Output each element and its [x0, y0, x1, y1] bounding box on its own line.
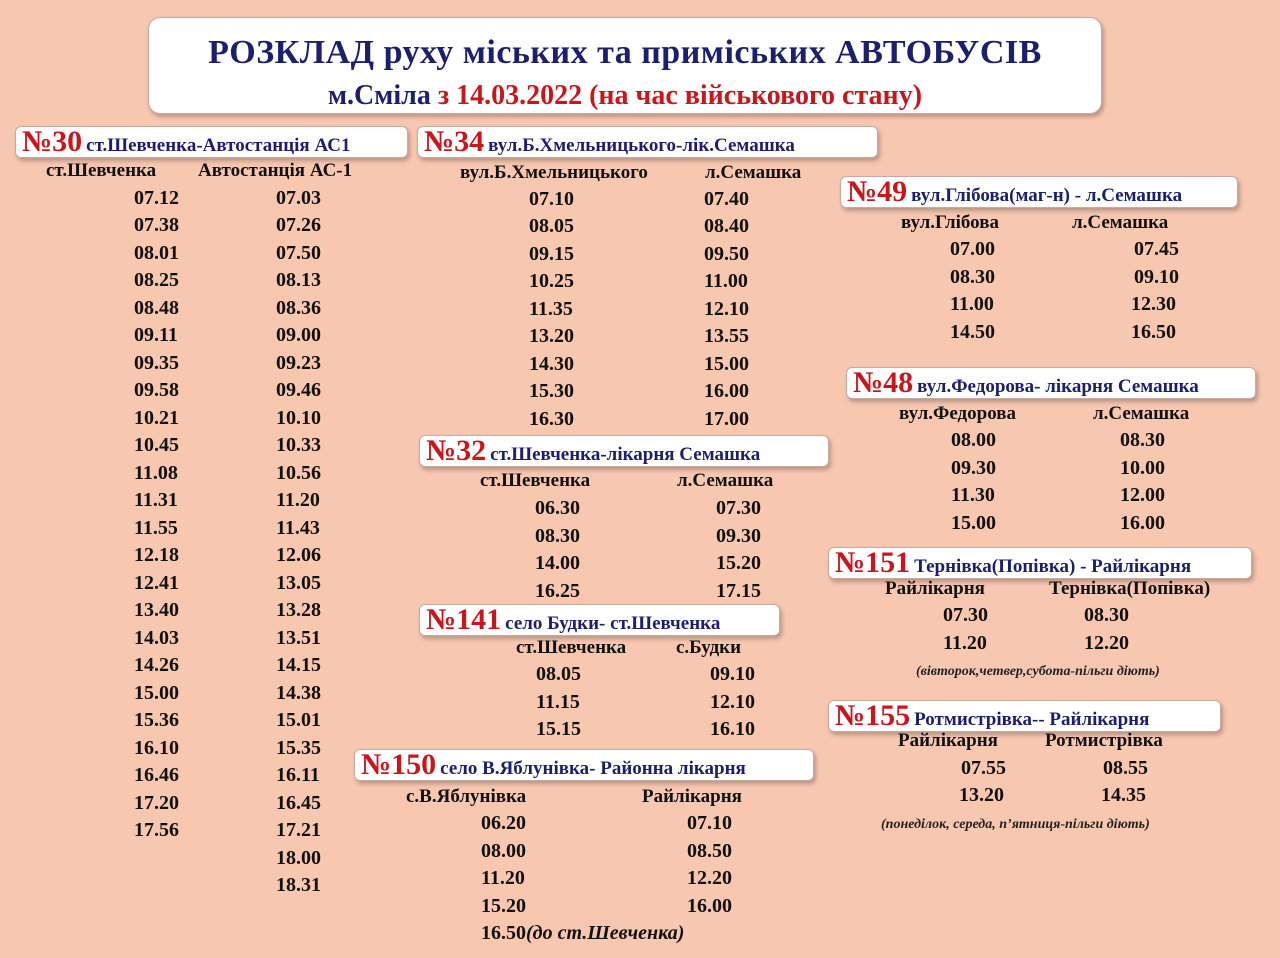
route-32-title — [419, 435, 829, 467]
departure-time: 11.30 — [951, 484, 995, 506]
route-name: вул.Глібова(маг-н) - л.Семашка — [911, 185, 1183, 206]
route-32-col2-label: л.Семашка — [677, 470, 774, 491]
route-34-title — [417, 126, 878, 158]
route-30-title — [15, 126, 408, 158]
date-label: з 14.03.2022 (на час військового стану) — [437, 80, 923, 111]
departure-time: 15.20 — [481, 895, 526, 917]
departure-time: 13.28 — [276, 599, 321, 621]
route-number: №141 — [426, 604, 502, 636]
route-141-col2-label: с.Будки — [676, 637, 742, 658]
departure-time: 15.35 — [276, 737, 321, 759]
route-48-col1-label: вул.Федорова — [899, 403, 1017, 424]
departure-time: 14.35 — [1101, 784, 1146, 806]
departure-time: 12.41 — [134, 572, 179, 594]
departure-time: 14.03 — [134, 627, 179, 649]
departure-time: 16.11 — [276, 764, 320, 786]
departure-time: 08.00 — [481, 840, 526, 862]
departure-time: 16.50 — [1131, 321, 1176, 343]
departure-time: 08.40 — [704, 215, 749, 237]
departure-time: 15.36 — [134, 709, 179, 731]
route-150-col2-label: Райлікарня — [642, 786, 742, 807]
departure-time: 08.13 — [276, 269, 321, 291]
departure-time: 17.15 — [716, 580, 761, 602]
page-subtitle — [149, 80, 1101, 112]
departure-time: 07.03 — [276, 187, 321, 209]
departure-time: 08.55 — [1103, 757, 1148, 779]
departure-time: 09.00 — [276, 324, 321, 346]
departure-time: 10.33 — [276, 434, 321, 456]
route-name: вул.Федорова- лікарня Семашка — [917, 376, 1199, 397]
departure-time: 10.45 — [134, 434, 179, 456]
departure-time: 11.00 — [704, 270, 748, 292]
departure-time: 07.30 — [716, 497, 761, 519]
route-151-col2-label: Тернівка(Попівка) — [1049, 578, 1211, 599]
route-34-col1-label: вул.Б.Хмельницького — [460, 162, 648, 183]
departure-time: 09.58 — [134, 379, 179, 401]
departure-time: 16.10 — [710, 718, 755, 740]
route-151-title — [828, 547, 1252, 579]
departure-time: 08.01 — [134, 242, 179, 264]
route-155-title — [828, 700, 1221, 732]
departure-time: 07.40 — [704, 188, 749, 210]
departure-time: 16.00 — [1120, 512, 1165, 534]
departure-time: 15.01 — [276, 709, 321, 731]
departure-time: 17.21 — [276, 819, 321, 841]
departure-time: 12.20 — [687, 867, 732, 889]
departure-time: 11.20 — [481, 867, 525, 889]
route-49-col2-label: л.Семашка — [1072, 212, 1169, 233]
departure-time: 08.48 — [134, 297, 179, 319]
departure-time: 09.46 — [276, 379, 321, 401]
departure-time: 07.26 — [276, 214, 321, 236]
departure-time: 07.10 — [529, 188, 574, 210]
departure-time: 15.15 — [536, 718, 581, 740]
route-48-title — [846, 367, 1256, 399]
route-49-title — [840, 176, 1238, 208]
departure-time: 12.30 — [1131, 293, 1176, 315]
departure-time: 13.55 — [704, 325, 749, 347]
page-title: РОЗКЛАД руху міських та приміських АВТОБУСІВ — [208, 34, 1042, 71]
route-155-note: (понеділок, середа, п’ятниця-пільги діють) — [881, 817, 1150, 832]
route-name: ст.Шевченка-Автостанція АС1 — [86, 135, 351, 156]
departure-time: 08.30 — [950, 266, 995, 288]
departure-time: 07.50 — [276, 242, 321, 264]
departure-time: 15.00 — [134, 682, 179, 704]
route-151-col1-label: Райлікарня — [885, 578, 985, 599]
departure-time: 16.50 — [481, 922, 526, 944]
departure-time: 11.00 — [950, 293, 994, 315]
departure-time: 12.18 — [134, 544, 179, 566]
route-151-note: (вівторок,четвер,субота-пільги діють) — [916, 664, 1160, 679]
route-number: №150 — [361, 749, 437, 781]
departure-time: 07.45 — [1134, 238, 1179, 260]
city-label: м.Сміла — [327, 80, 431, 111]
departure-time: 10.10 — [276, 407, 321, 429]
departure-time: 14.30 — [529, 353, 574, 375]
departure-time: 11.20 — [276, 489, 320, 511]
route-number: №30 — [22, 126, 83, 158]
departure-time: 14.15 — [276, 654, 321, 676]
schedule-header — [148, 17, 1102, 114]
departure-time: 15.00 — [704, 353, 749, 375]
departure-time: 17.20 — [134, 792, 179, 814]
route-48-col2-label: л.Семашка — [1093, 403, 1190, 424]
departure-time: 11.20 — [943, 632, 987, 654]
departure-note: (до ст.Шевченка) — [526, 922, 685, 944]
departure-time: 15.20 — [716, 552, 761, 574]
departure-time: 09.50 — [704, 243, 749, 265]
departure-time: 11.15 — [536, 691, 580, 713]
route-32-col1-label: ст.Шевченка — [480, 470, 591, 491]
departure-time: 08.36 — [276, 297, 321, 319]
route-name: ст.Шевченка-лікарня Семашка — [490, 444, 761, 465]
departure-time: 08.50 — [687, 840, 732, 862]
departure-time: 11.43 — [276, 517, 320, 539]
departure-time: 14.26 — [134, 654, 179, 676]
route-150-col1-label: с.В.Яблунівка — [406, 786, 527, 807]
route-155-col2-label: Ротмистрівка — [1045, 730, 1163, 751]
departure-time: 08.05 — [536, 663, 581, 685]
departure-time: 17.56 — [134, 819, 179, 841]
departure-time: 09.23 — [276, 352, 321, 374]
route-name: село Будки- ст.Шевченка — [505, 613, 721, 634]
departure-time: 11.08 — [134, 462, 178, 484]
departure-time: 13.20 — [529, 325, 574, 347]
route-150-title — [354, 749, 814, 781]
departure-time: 09.10 — [1134, 266, 1179, 288]
departure-time: 07.38 — [134, 214, 179, 236]
departure-time: 13.40 — [134, 599, 179, 621]
departure-time: 12.00 — [1120, 484, 1165, 506]
departure-time: 12.10 — [710, 691, 755, 713]
route-30-col1-label: ст.Шевченка — [46, 160, 157, 181]
departure-time: 14.50 — [950, 321, 995, 343]
departure-time: 10.56 — [276, 462, 321, 484]
departure-time: 10.25 — [529, 270, 574, 292]
route-number: №34 — [424, 126, 485, 158]
departure-time: 16.30 — [529, 408, 574, 430]
departure-time: 15.00 — [951, 512, 996, 534]
departure-time: 07.30 — [943, 604, 988, 626]
departure-time: 12.10 — [704, 298, 749, 320]
departure-time: 10.00 — [1120, 457, 1165, 479]
departure-time: 14.00 — [535, 552, 580, 574]
departure-time: 09.30 — [951, 457, 996, 479]
departure-time: 09.11 — [134, 324, 178, 346]
departure-time: 06.20 — [481, 812, 526, 834]
route-number: №49 — [847, 176, 908, 208]
route-141-col1-label: ст.Шевченка — [516, 637, 627, 658]
departure-time: 07.10 — [687, 812, 732, 834]
departure-time: 12.20 — [1084, 632, 1129, 654]
departure-time: 18.31 — [276, 874, 321, 896]
route-155-col1-label: Райлікарня — [898, 730, 998, 751]
route-number: №48 — [853, 367, 914, 399]
departure-time: 16.45 — [276, 792, 321, 814]
departure-time: 08.30 — [535, 525, 580, 547]
departure-time: 08.05 — [529, 215, 574, 237]
route-name: вул.Б.Хмельницького-лік.Семашка — [488, 135, 795, 156]
route-34-col2-label: л.Семашка — [705, 162, 802, 183]
departure-time: 16.25 — [535, 580, 580, 602]
departure-time: 14.38 — [276, 682, 321, 704]
route-number: №155 — [835, 700, 911, 732]
departure-time: 08.30 — [1084, 604, 1129, 626]
departure-time: 08.25 — [134, 269, 179, 291]
departure-time: 16.00 — [704, 380, 749, 402]
departure-time: 10.21 — [134, 407, 179, 429]
departure-time: 09.30 — [716, 525, 761, 547]
departure-time: 15.30 — [529, 380, 574, 402]
departure-time: 07.55 — [961, 757, 1006, 779]
departure-time: 16.46 — [134, 764, 179, 786]
departure-time: 12.06 — [276, 544, 321, 566]
departure-time: 09.10 — [710, 663, 755, 685]
route-number: №151 — [835, 547, 911, 579]
departure-time: 11.55 — [134, 517, 178, 539]
route-30-col2-label: Автостанція АС-1 — [198, 160, 353, 181]
departure-time: 11.35 — [529, 298, 573, 320]
departure-time: 16.00 — [687, 895, 732, 917]
route-number: №32 — [426, 435, 487, 467]
departure-time: 13.51 — [276, 627, 321, 649]
departure-time: 07.00 — [950, 238, 995, 260]
departure-time: 13.20 — [959, 784, 1004, 806]
route-name: Тернівка(Попівка) - Райлікарня — [914, 556, 1192, 577]
departure-time: 13.05 — [276, 572, 321, 594]
departure-time: 11.31 — [134, 489, 178, 511]
departure-time: 07.12 — [134, 187, 179, 209]
route-49-col1-label: вул.Глібова — [901, 212, 999, 233]
departure-time-with-note — [481, 922, 684, 945]
route-name: село В.Яблунівка- Районна лікарня — [440, 758, 746, 779]
departure-time: 09.35 — [134, 352, 179, 374]
departure-time: 16.10 — [134, 737, 179, 759]
departure-time: 17.00 — [704, 408, 749, 430]
departure-time: 08.30 — [1120, 429, 1165, 451]
departure-time: 09.15 — [529, 243, 574, 265]
departure-time: 08.00 — [951, 429, 996, 451]
departure-time: 06.30 — [535, 497, 580, 519]
route-141-title — [419, 604, 780, 636]
route-name: Ротмистрівка-- Райлікарня — [914, 709, 1150, 730]
departure-time: 18.00 — [276, 847, 321, 869]
